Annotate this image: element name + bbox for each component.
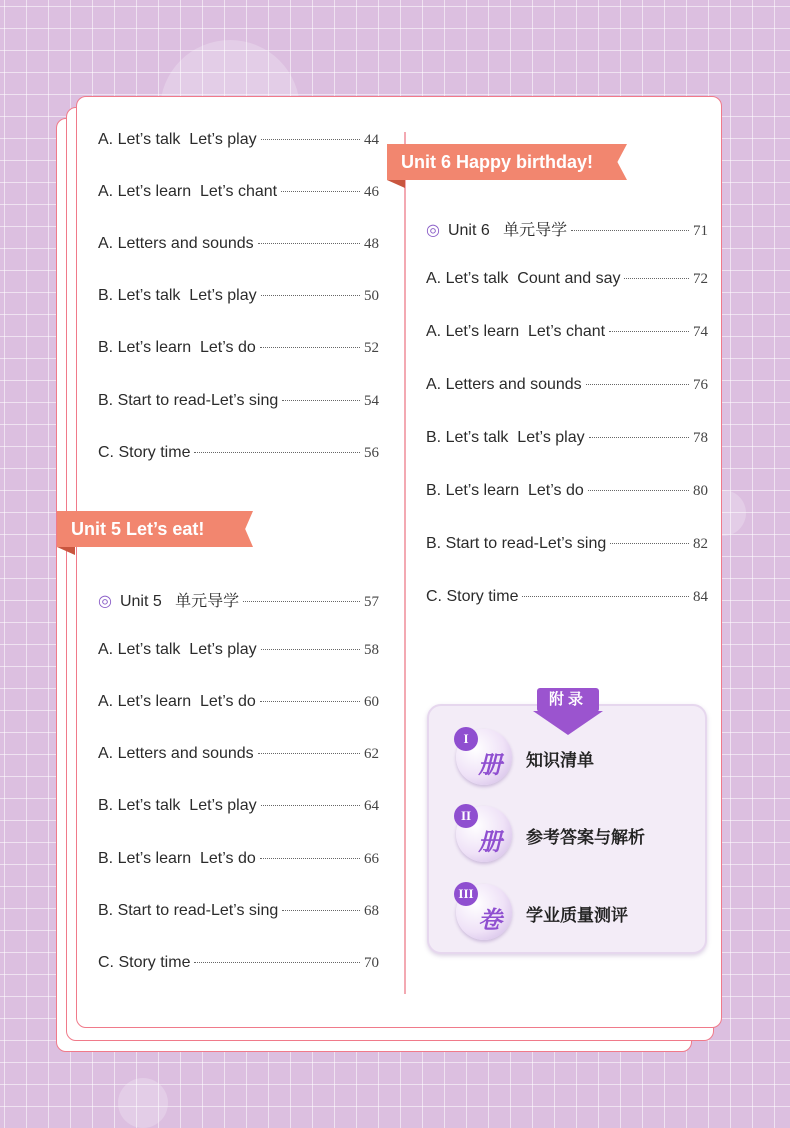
unit5-title: Unit 5 Let’s eat! [71, 518, 205, 539]
volume-glyph: 卷 [478, 907, 502, 934]
toc-entry[interactable]: C. Story time 56 [98, 444, 379, 461]
leader-dots [261, 295, 360, 296]
toc-entry[interactable]: A. Let’s talk Let’s play 44 [98, 131, 379, 148]
toc-entry[interactable]: B. Let’s talk Let’s play 50 [98, 287, 379, 304]
unit6-banner [387, 144, 627, 180]
toc-entry[interactable]: A. Letters and sounds 62 [98, 745, 379, 762]
leader-dots [571, 230, 689, 231]
volume-glyph: 册 [478, 829, 502, 856]
toc-entry[interactable]: B. Let’s talk Let’s play 78 [426, 429, 708, 446]
leader-dots [260, 347, 360, 348]
leader-dots [588, 490, 689, 491]
leader-dots [624, 278, 689, 279]
appendix-item-name: 知识清单 [526, 751, 594, 770]
unit5-banner [57, 511, 253, 547]
toc-entry[interactable]: A. Let’s talk Count and say 72 [426, 270, 708, 287]
toc-entry[interactable]: A. Let’s learn Let’s chant 74 [426, 323, 708, 340]
leader-dots [261, 649, 360, 650]
toc-entry[interactable]: B. Let’s learn Let’s do 66 [98, 850, 379, 867]
leader-dots [281, 191, 360, 192]
leader-dots [194, 452, 360, 453]
toc-entry[interactable]: B. Let’s learn Let’s do 80 [426, 482, 708, 499]
leader-dots [522, 596, 689, 597]
leader-dots [282, 400, 360, 401]
column-divider [404, 132, 406, 994]
appendix-item-answers[interactable] [456, 806, 696, 862]
toc-entry[interactable]: A. Let’s learn Let’s chant 46 [98, 183, 379, 200]
toc-entry[interactable]: A. Letters and sounds 48 [98, 235, 379, 252]
leader-dots [610, 543, 689, 544]
leader-dots [586, 384, 689, 385]
toc-entry[interactable]: B. Start to read-Let’s sing 82 [426, 535, 708, 552]
leader-dots [194, 962, 360, 963]
double-circle-icon: ◎ [426, 222, 440, 239]
toc-entry[interactable]: C. Story time 84 [426, 588, 708, 605]
appendix-item-name: 参考答案与解析 [526, 828, 645, 847]
leader-dots [258, 243, 360, 244]
toc-entry[interactable]: C. Story time 70 [98, 954, 379, 971]
appendix-tag-label: 附录 [537, 688, 599, 712]
toc-entry[interactable]: A. Let’s talk Let’s play 58 [98, 641, 379, 658]
appendix-item-name: 学业质量测评 [526, 906, 628, 925]
leader-dots [609, 331, 689, 332]
leader-dots [261, 139, 360, 140]
roman-numeral: I [454, 727, 478, 751]
leader-dots [258, 753, 360, 754]
leader-dots [261, 805, 360, 806]
toc-entry[interactable]: B. Start to read-Let’s sing 68 [98, 902, 379, 919]
appendix-item-knowledge-list[interactable] [456, 729, 696, 785]
toc-entry[interactable]: B. Let’s talk Let’s play 64 [98, 797, 379, 814]
leader-dots [260, 701, 360, 702]
roman-numeral: II [454, 804, 478, 828]
appendix-item-assessment[interactable] [456, 884, 696, 940]
unit6-title: Unit 6 Happy birthday! [401, 151, 594, 172]
toc-entry[interactable]: B. Let’s learn Let’s do 52 [98, 339, 379, 356]
toc-entry[interactable]: B. Start to read-Let’s sing 54 [98, 392, 379, 409]
roman-numeral: III [454, 882, 478, 906]
toc-entry[interactable]: A. Letters and sounds 76 [426, 376, 708, 393]
leader-dots [589, 437, 689, 438]
leader-dots [260, 858, 360, 859]
leader-dots [243, 601, 360, 602]
unit6-guide-entry[interactable]: ◎ Unit 6 单元导学 71 [426, 222, 708, 239]
unit5-guide-entry[interactable]: ◎ Unit 5 单元导学 57 [98, 593, 379, 610]
volume-glyph: 册 [478, 752, 502, 779]
leader-dots [282, 910, 360, 911]
toc-entry[interactable]: A. Let’s learn Let’s do 60 [98, 693, 379, 710]
double-circle-icon: ◎ [98, 593, 112, 610]
background-bubble [118, 1078, 168, 1128]
